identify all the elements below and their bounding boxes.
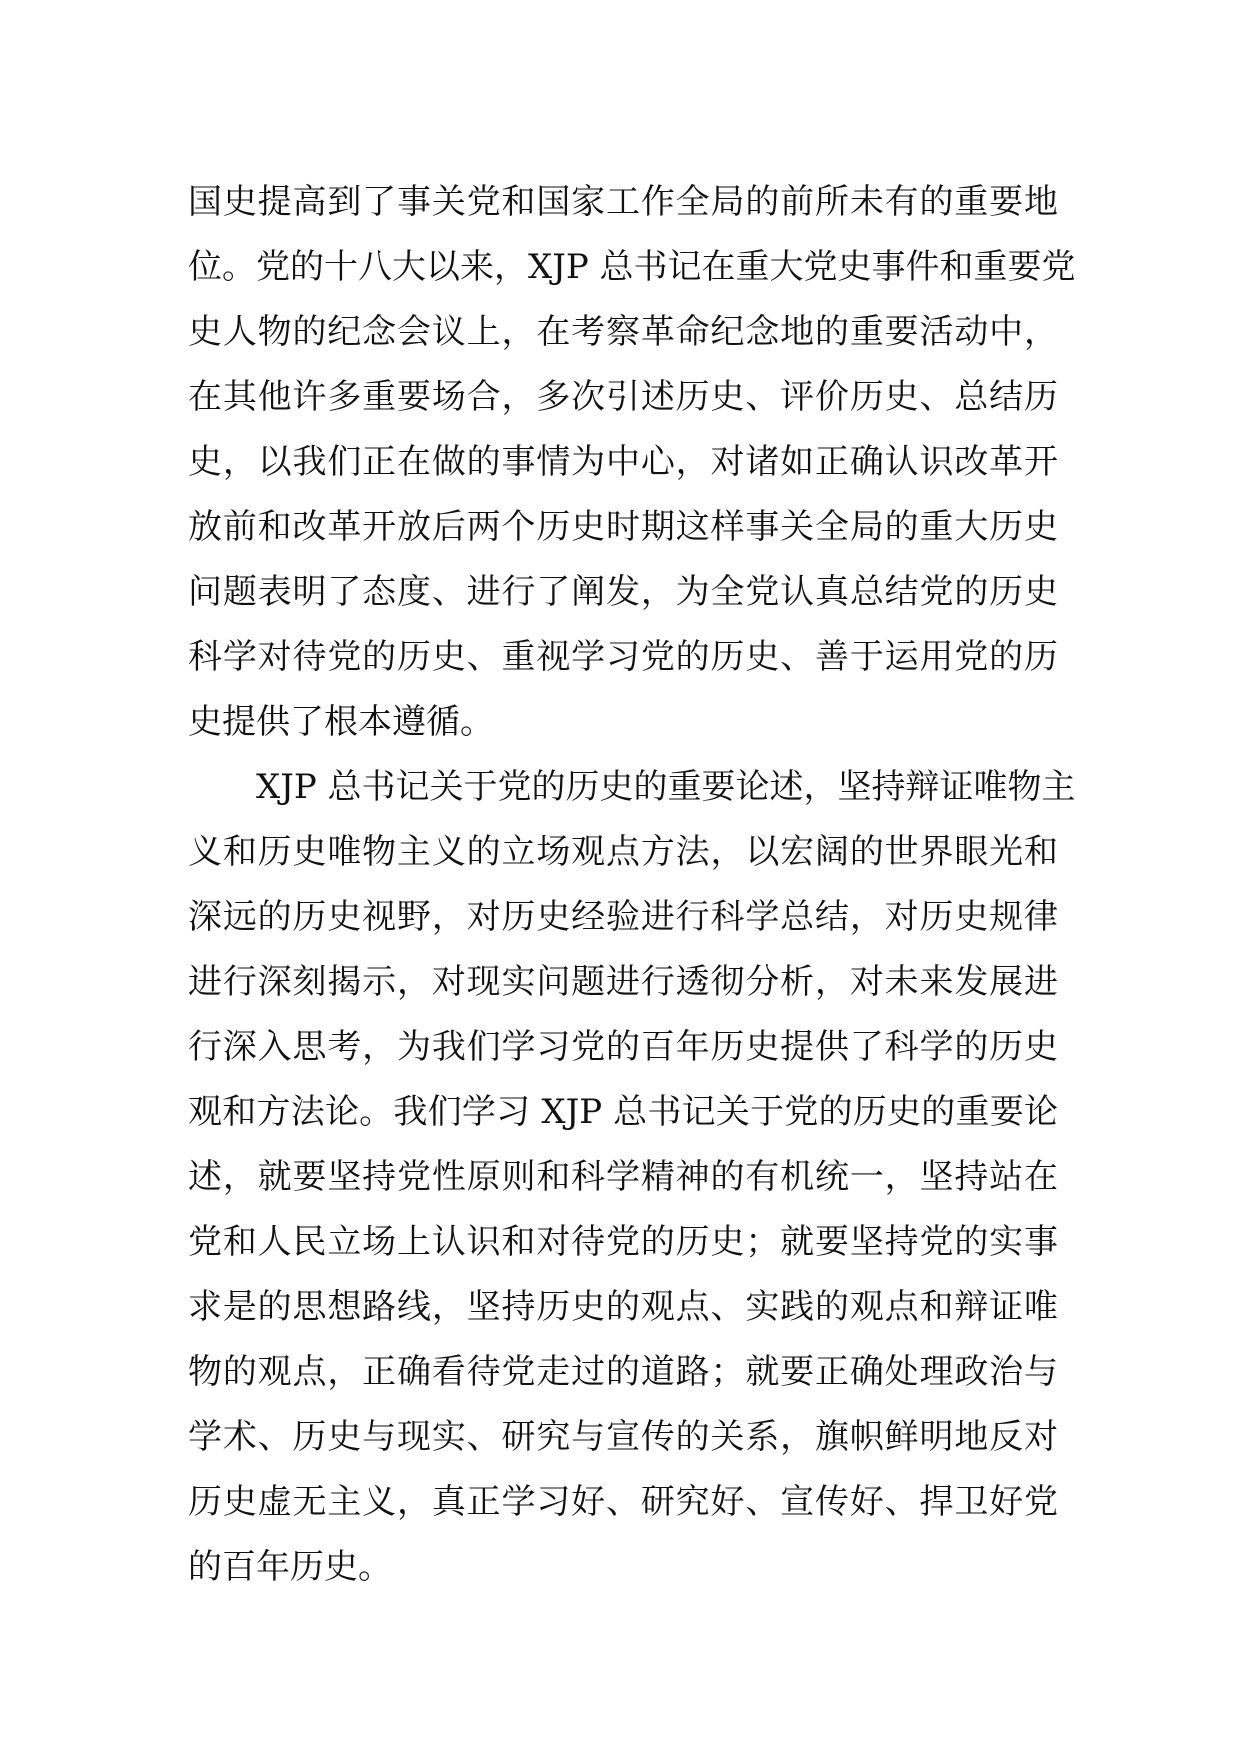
text-line: 国史提高到了事关党和国家工作全局的前所未有的重要地	[188, 182, 1058, 222]
text-line: 放前和改革开放后两个历史时期这样事关全局的重大历史	[188, 507, 1058, 547]
text-line: 述，就要坚持党性原则和科学精神的有机统一，坚持站在	[188, 1157, 1058, 1197]
text-line: 行深入思考，为我们学习党的百年历史提供了科学的历史	[188, 1027, 1058, 1067]
text-line: 义和历史唯物主义的立场观点方法，以宏阔的世界眼光和	[188, 832, 1058, 872]
text-line: 的百年历史。	[188, 1547, 392, 1587]
body-text	[188, 170, 1076, 1600]
text-line: 史提供了根本遵循。	[188, 702, 494, 742]
text-line: 求是的思想路线，坚持历史的观点、实践的观点和辩证唯	[188, 1287, 1058, 1327]
text-line: 问题表明了态度、进行了阐发，为全党认真总结党的历史	[188, 572, 1058, 612]
text-line: 科学对待党的历史、重视学习党的历史、善于运用党的历	[188, 637, 1058, 677]
text-line: 观和方法论。我们学习 XJP 总书记关于党的历史的重要论	[188, 1092, 1058, 1132]
paragraph-1	[188, 170, 1076, 755]
text-line: 史人物的纪念会议上，在考察革命纪念地的重要活动中，	[188, 312, 1058, 352]
text-line: 位。党的十八大以来，XJP 总书记在重大党史事件和重要党	[188, 247, 1076, 287]
text-line: 历史虚无主义，真正学习好、研究好、宣传好、捍卫好党	[188, 1482, 1058, 1522]
text-line: 党和人民立场上认识和对待党的历史；就要坚持党的实事	[188, 1222, 1058, 1262]
text-line: XJP 总书记关于党的历史的重要论述，坚持辩证唯物主	[256, 767, 1076, 807]
text-line: 在其他许多重要场合，多次引述历史、评价历史、总结历	[188, 377, 1058, 417]
text-line: 深远的历史视野，对历史经验进行科学总结，对历史规律	[188, 897, 1058, 937]
text-line: 学术、历史与现实、研究与宣传的关系，旗帜鲜明地反对	[188, 1417, 1058, 1457]
text-line: 物的观点，正确看待党走过的道路；就要正确处理政治与	[188, 1352, 1058, 1392]
text-line: 史，以我们正在做的事情为中心，对诸如正确认识改革开	[188, 442, 1058, 482]
paragraph-2	[188, 755, 1076, 1600]
text-line: 进行深刻揭示，对现实问题进行透彻分析，对未来发展进	[188, 962, 1058, 1002]
